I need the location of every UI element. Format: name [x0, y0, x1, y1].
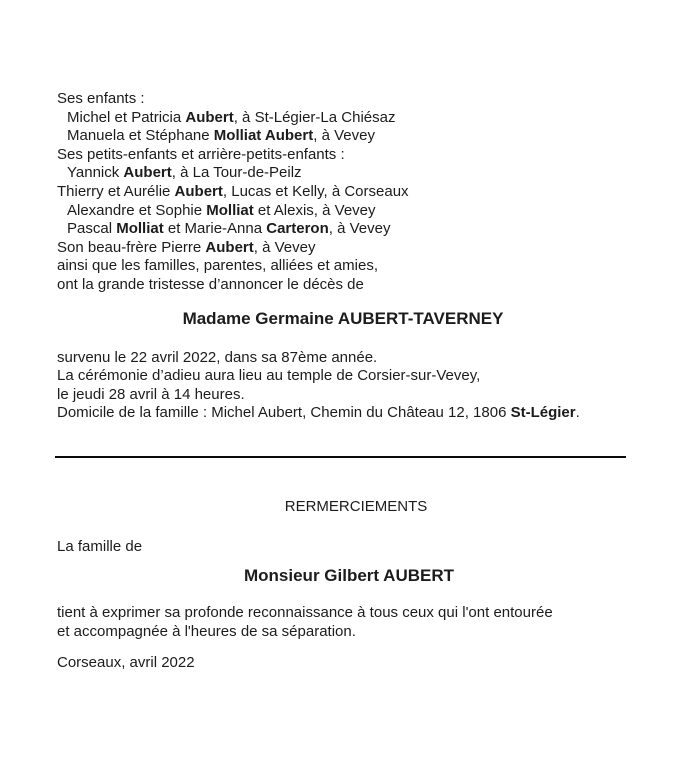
family-name-bold: Molliat Aubert [213, 127, 314, 145]
text-segment: . [575, 404, 580, 422]
family-name-bold: Molliat [206, 201, 254, 219]
family-name-bold: St-Légier [510, 404, 576, 422]
text-segment: , Lucas et Kelly, à Corseaux [222, 182, 409, 200]
thanked-deceased-name-title: Monsieur Gilbert AUBERT [244, 566, 454, 586]
text-segment: La cérémonie d’adieu aura lieu au temple de Corsier-sur-Vevey, [57, 367, 481, 385]
text-line [57, 276, 629, 295]
text-segment: tient à exprimer sa profonde reconnaissance à tous ceux qui l'ont entourée [57, 604, 553, 622]
thanks-intro: La famille de [57, 537, 143, 555]
text-line [57, 239, 629, 258]
text-line [57, 604, 629, 623]
text-segment: , à Vevey [328, 220, 391, 238]
text-segment: Michel et Patricia [67, 108, 186, 126]
text-line [57, 183, 629, 202]
text-line [57, 367, 629, 386]
text-line [57, 127, 629, 146]
text-line [57, 386, 629, 405]
text-segment: et Alexis, à Vevey [253, 201, 376, 219]
text-segment: Ses petits-enfants et arrière-petits-enfants : [57, 145, 345, 163]
text-line [57, 146, 629, 165]
text-line [57, 109, 629, 128]
family-name-bold: Aubert [123, 164, 172, 182]
text-segment: et Marie-Anna [163, 220, 267, 238]
text-segment: survenu le 22 avril 2022, dans sa 87ème année. [57, 348, 378, 366]
thanks-heading: RERMERCIEMENTS [284, 497, 428, 515]
text-segment: Yannick [67, 164, 124, 182]
text-line [57, 349, 629, 368]
text-segment: le jeudi 28 avril à 14 heures. [57, 385, 245, 403]
text-segment: ont la grande tristesse d’annoncer le décès de [57, 275, 364, 293]
text-segment: Pascal [67, 220, 117, 238]
text-line [57, 623, 629, 642]
death-notice-family-list [57, 90, 629, 295]
text-segment: Son beau-frère Pierre [57, 238, 206, 256]
text-segment: , à St-Légier-La Chiésaz [233, 108, 396, 126]
text-line [57, 220, 629, 239]
text-line [57, 90, 629, 109]
death-notice-details [57, 349, 629, 423]
place-date-signoff: Corseaux, avril 2022 [57, 654, 195, 672]
text-segment: , à La Tour-de-Peilz [171, 164, 302, 182]
obituary-content [57, 90, 629, 673]
text-segment: Thierry et Aurélie [57, 182, 175, 200]
text-segment: et accompagnée à l'heures de sa séparation. [57, 622, 356, 640]
text-segment: Manuela et Stéphane [67, 127, 214, 145]
text-segment: Ses enfants : [57, 90, 145, 107]
family-name-bold: Carteron [266, 220, 329, 238]
text-line [57, 164, 629, 183]
text-segment: ainsi que les familles, parentes, alliées et amies, [57, 257, 378, 275]
text-line [57, 257, 629, 276]
family-name-bold: Molliat [116, 220, 164, 238]
family-name-bold: Aubert [185, 108, 234, 126]
text-segment: Alexandre et Sophie [67, 201, 207, 219]
text-line [57, 404, 629, 423]
text-segment: , à Vevey [253, 238, 316, 256]
text-line [57, 202, 629, 221]
thanks-body [57, 604, 629, 641]
family-name-bold: Aubert [205, 238, 254, 256]
text-segment: , à Vevey [313, 127, 375, 145]
section-divider [55, 456, 626, 458]
deceased-name-title: Madame Germaine AUBERT-TAVERNEY [182, 308, 504, 328]
family-name-bold: Aubert [174, 182, 223, 200]
text-segment: Domicile de la famille : Michel Aubert, Chemin du Château 12, 1806 [57, 404, 511, 422]
